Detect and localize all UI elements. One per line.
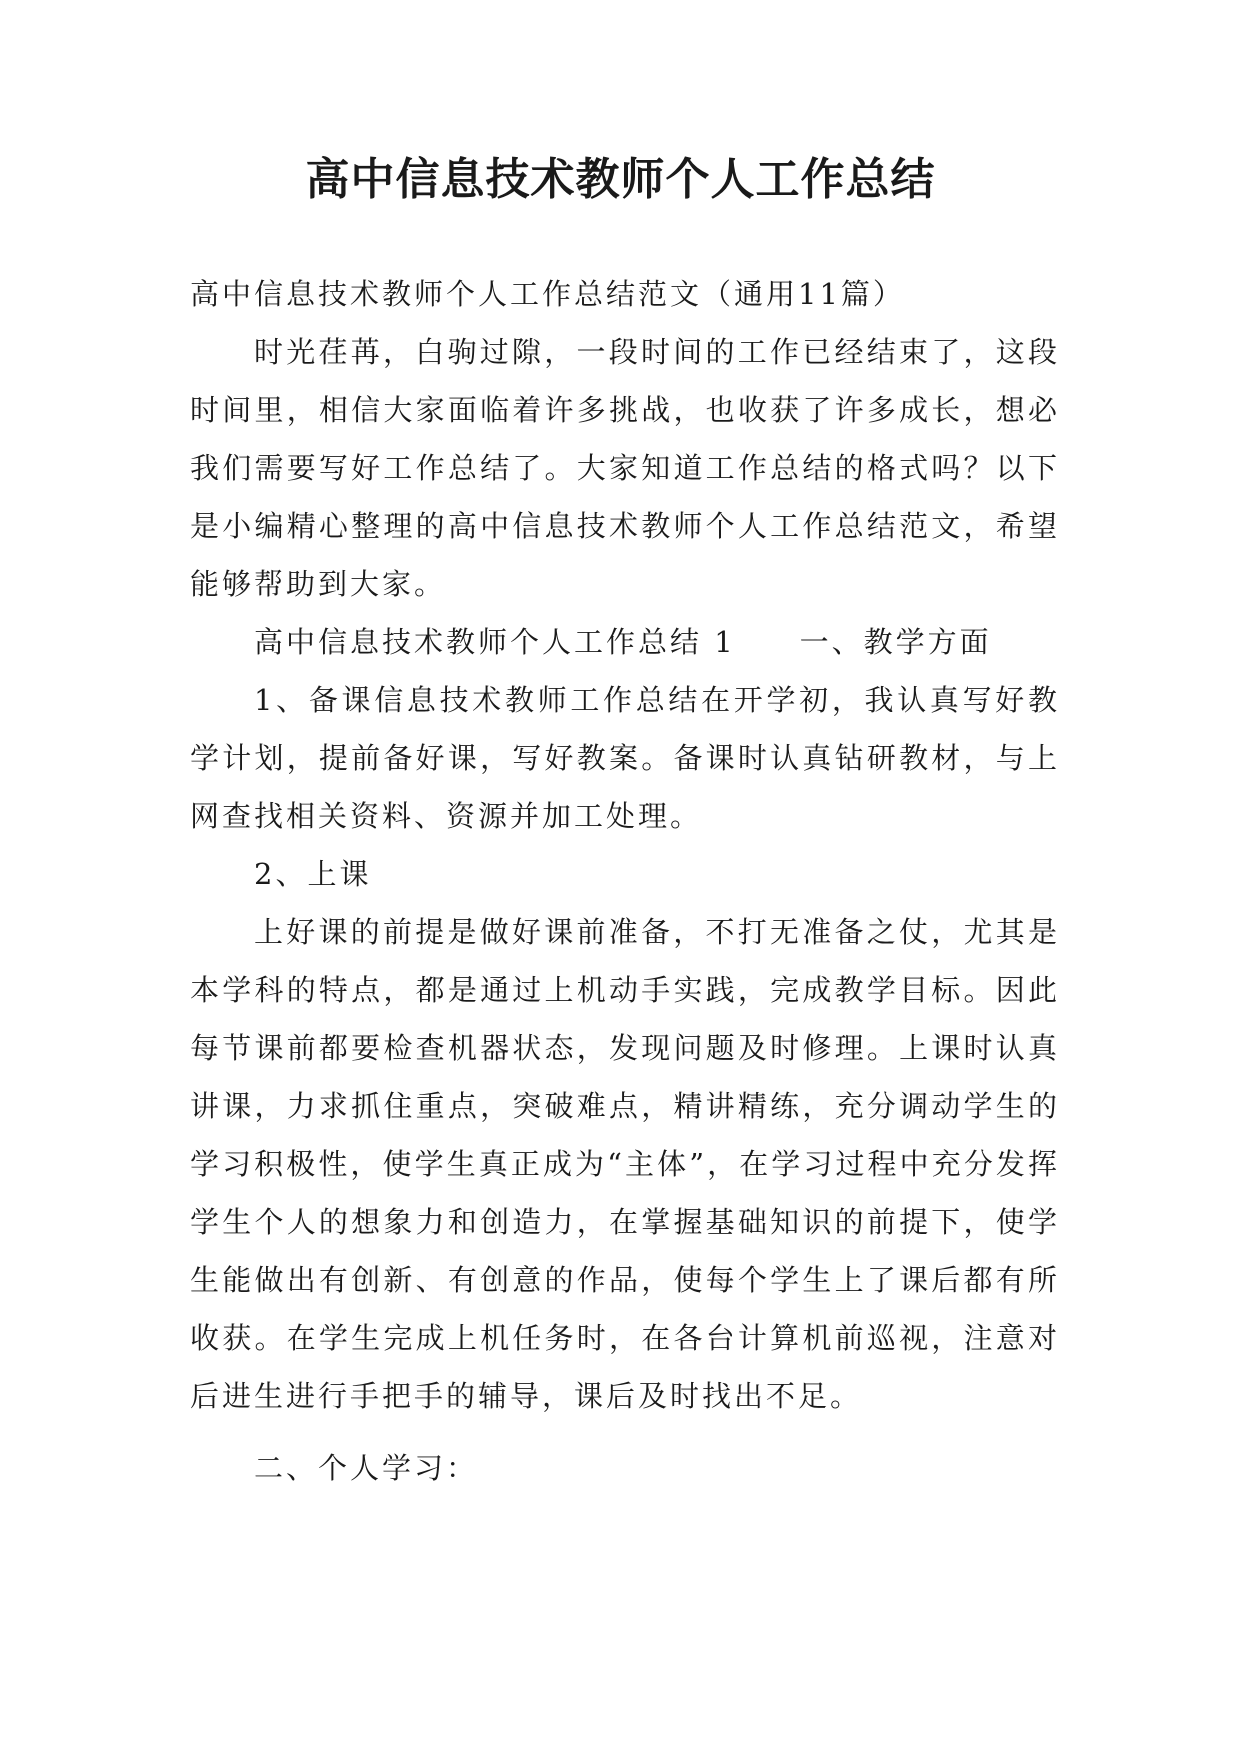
class-paragraph: 上好课的前提是做好课前准备，不打无准备之仗，尤其是本学科的特点，都是通过上机动手实践，完成教学目标。因此每节课前都要检查机器状态，发现问题及时修理。上课时认真讲课，力求抓住重点，突破难点，精讲精练，充分调动学生的学习积极性，使学生真正成为“主体”，在学习过程中充分发挥学生个人的想象力和创造力，在掌握基础知识的前提下，使学生能做出有创新、有创意的作品，使每个学生上了课后都有所收获。在学生完成上机任务时，在各台计算机前巡视，注意对后进生进行手把手的辅导，课后及时找出不足。 xyxy=(190,915,1060,1413)
subtitle-paragraph: 高中信息技术教师个人工作总结范文（通用11篇） xyxy=(190,277,905,311)
document-title: 高中信息技术教师个人工作总结 xyxy=(305,154,936,205)
section-heading-1: 高中信息技术教师个人工作总结 1 一、教学方面 xyxy=(254,625,992,659)
document-body xyxy=(190,265,1060,1497)
lesson-prep-paragraph: 1、备课信息技术教师工作总结在开学初，我认真写好教学计划，提前备好课，写好教案。备课时认真钻研教材，与上网查找相关资料、资源并加工处理。 xyxy=(190,683,1060,833)
personal-study-heading: 二、个人学习： xyxy=(254,1451,479,1485)
class-heading: 2、上课 xyxy=(254,857,372,891)
intro-paragraph: 时光荏苒，白驹过隙，一段时间的工作已经结束了，这段时间里，相信大家面临着许多挑战，也收获了许多成长，想必我们需要写好工作总结了。大家知道工作总结的格式吗？以下是小编精心整理的高中信息技术教师个人工作总结范文，希望能够帮助到大家。 xyxy=(190,335,1060,601)
